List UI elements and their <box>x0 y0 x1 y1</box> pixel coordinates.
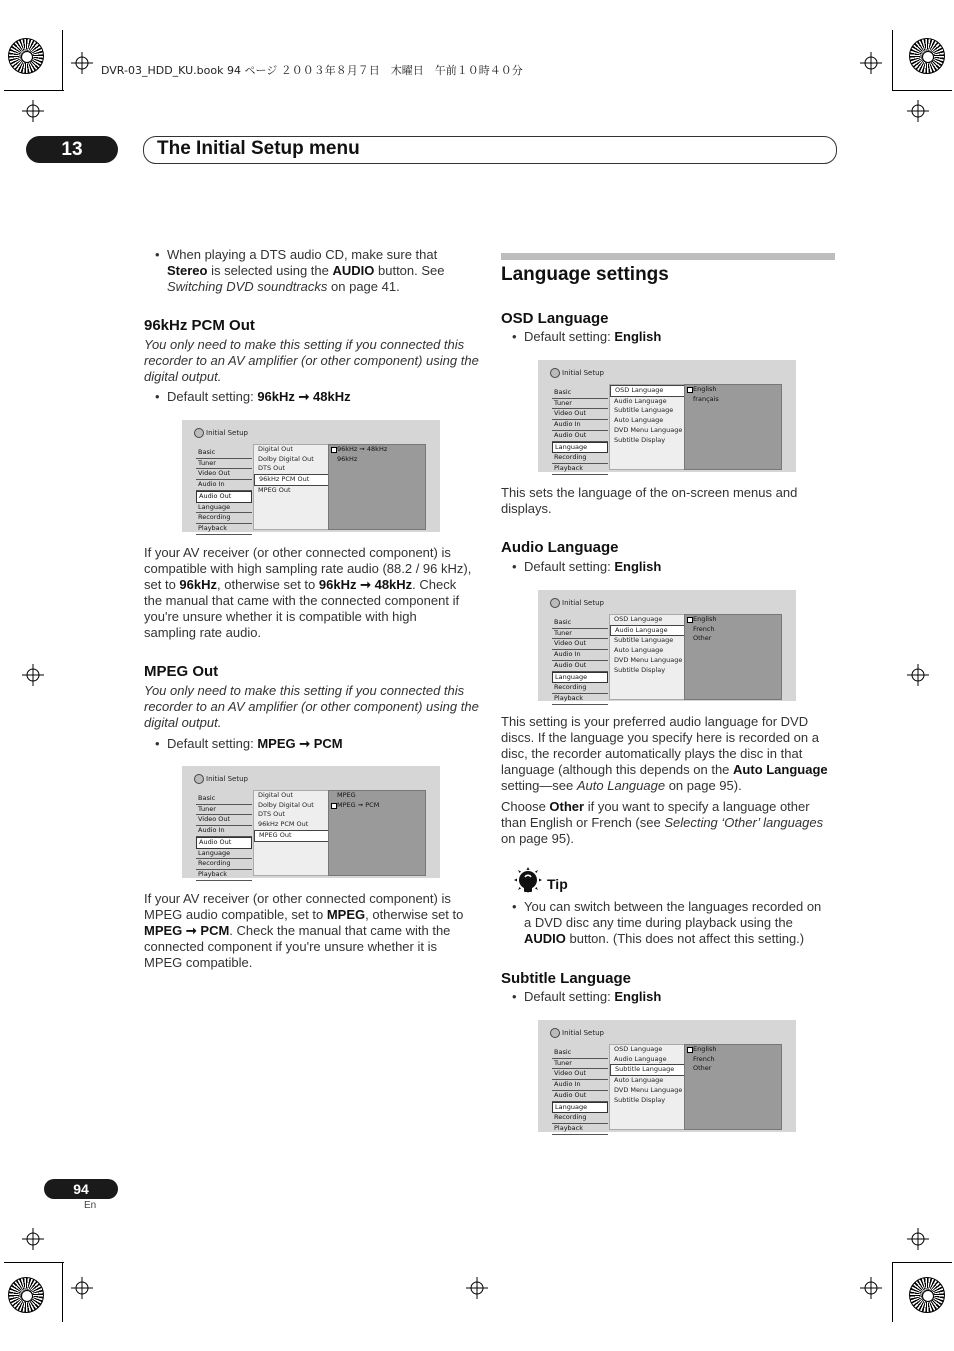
disc-icon <box>194 774 204 784</box>
crop-mark <box>62 30 63 90</box>
crosshair-icon <box>71 52 93 74</box>
audio-out-items: Digital Out Dolby Digital Out DTS Out 96kHz PCM Out MPEG Out <box>253 444 331 530</box>
language-items: OSD Language Audio Language Subtitle Language Auto Language DVD Menu Language Subtitle Display <box>609 1044 687 1130</box>
page-number: 94 <box>44 1179 118 1199</box>
osd-paragraph: This sets the language of the on-screen menus and displays. <box>501 485 798 516</box>
crop-mark <box>4 1262 64 1263</box>
pcm-heading: 96kHz PCM Out <box>144 317 255 334</box>
audio-language-screenshot <box>538 590 796 701</box>
pcm-default: • Default setting: 96kHz ➞ 48kHz <box>167 389 351 405</box>
disc-icon <box>550 598 560 608</box>
section-title: Language settings <box>501 264 669 285</box>
crop-mark <box>62 1262 63 1322</box>
osd-language-screenshot <box>538 360 796 472</box>
subtitle-options: English French Other <box>684 1044 782 1130</box>
initial-setup-title: Initial Setup <box>550 368 604 378</box>
crosshair-icon <box>907 100 929 122</box>
registration-sunburst-icon <box>909 38 945 74</box>
osd-options: English français <box>684 384 782 470</box>
tip-text: • You can switch between the languages recorded on a DVD disc any time during playback using the AUDIO button. (This does not affect this setting.) <box>524 899 844 947</box>
pcm-setup-screenshot <box>182 420 440 532</box>
crosshair-icon <box>22 100 44 122</box>
audio-heading: Audio Language <box>501 539 619 556</box>
subtitle-default: • Default setting: English <box>524 989 661 1005</box>
pcm-options: 96kHz ➞ 48kHz 96kHz <box>328 444 426 530</box>
language-items: OSD Language Audio Language Subtitle Language Auto Language DVD Menu Language Subtitle Display <box>609 614 687 700</box>
audio-paragraph-2: Choose Other if you want to specify a language other than English or French (see Selecting ‘Other’ languages on page 95). <box>501 799 824 846</box>
mpeg-note: You only need to make this setting if you connected this recorder to an AV amplifier (or other component) using the digital output. <box>144 683 479 730</box>
crop-mark <box>892 1262 893 1322</box>
audio-default: • Default setting: English <box>524 559 661 575</box>
audio-paragraph: This setting is your preferred audio language for DVD discs. If the language you specify here is recorded on a disc, the recorder automatically plays the disc in that language (although this depends on the Auto Language setting—see Auto Language on page 95). <box>501 714 828 793</box>
crop-mark <box>892 1262 952 1263</box>
subtitle-heading: Subtitle Language <box>501 970 632 987</box>
disc-icon <box>550 368 560 378</box>
pcm-note: You only need to make this setting if you connected this recorder to an AV amplifier (or other component) using the digital output. <box>144 337 479 384</box>
crosshair-icon <box>907 1228 929 1250</box>
registration-sunburst-icon <box>8 1277 44 1313</box>
chapter-title: The Initial Setup menu <box>157 138 360 159</box>
registration-sunburst-icon <box>909 1277 945 1313</box>
intro-bullet: • When playing a DTS audio CD, make sure that Stereo is selected using the AUDIO button. See Switching DVD soundtracks on page 41. <box>167 247 477 295</box>
crop-mark <box>892 30 893 90</box>
subtitle-language-screenshot <box>538 1020 796 1132</box>
crosshair-icon <box>860 1277 882 1299</box>
crop-mark <box>892 90 952 91</box>
setup-menu: Basic Tuner Video Out Audio In Audio Out Language Recording Playback <box>552 1048 608 1135</box>
setup-menu: Basic Tuner Video Out Audio In Audio Out Language Recording Playback <box>552 388 608 475</box>
crosshair-icon <box>907 664 929 686</box>
language-items: OSD Language Audio Language Subtitle Language Auto Language DVD Menu Language Subtitle Display <box>609 384 687 470</box>
mpeg-default: • Default setting: MPEG ➞ PCM <box>167 736 343 752</box>
osd-heading: OSD Language <box>501 310 609 327</box>
chapter-number: 13 <box>26 136 118 163</box>
setup-menu: Basic Tuner Video Out Audio In Audio Out Language Recording Playback <box>196 448 252 535</box>
crosshair-icon <box>860 52 882 74</box>
tip-label: Tip <box>547 876 568 892</box>
disc-icon <box>194 428 204 438</box>
disc-icon <box>550 1028 560 1038</box>
initial-setup-title: Initial Setup <box>550 1028 604 1038</box>
crop-mark <box>4 90 64 91</box>
mpeg-setup-screenshot <box>182 766 440 878</box>
registration-sunburst-icon <box>8 38 44 74</box>
mpeg-options: MPEG MPEG ➞ PCM <box>328 790 426 876</box>
mpeg-paragraph: If your AV receiver (or other connected component) is MPEG audio compatible, set to MPEG, otherwise set to MPEG ➞ PCM. Check the manual that came with the connected component if you're unsure whether it is MPEG compatible. <box>144 891 464 970</box>
initial-setup-title: Initial Setup <box>550 598 604 608</box>
crosshair-icon <box>71 1277 93 1299</box>
setup-menu: Basic Tuner Video Out Audio In Audio Out Language Recording Playback <box>196 794 252 881</box>
crosshair-icon <box>22 664 44 686</box>
section-bar <box>501 253 835 260</box>
mpeg-heading: MPEG Out <box>144 663 219 680</box>
print-header-line: DVR-03_HDD_KU.book 94 ページ ２００３年８月７日 木曜日 午前１０時４０分 <box>101 64 523 77</box>
audio-options: English French Other <box>684 614 782 700</box>
setup-menu: Basic Tuner Video Out Audio In Audio Out Language Recording Playback <box>552 618 608 705</box>
tip-lightbulb-icon <box>514 867 542 895</box>
osd-default: • Default setting: English <box>524 329 661 345</box>
pcm-paragraph: If your AV receiver (or other connected component) is compatible with high sampling rate audio (88.2 / 96 kHz), set to 96kHz, otherwise set to 96kHz ➞ 48kHz. Check the manual that came with the connected component if you're unsure whether it is compatible with high sampling rate audio. <box>144 545 472 640</box>
initial-setup-title: Initial Setup <box>194 774 248 784</box>
page-language: En <box>84 1200 97 1211</box>
crosshair-icon <box>466 1277 488 1299</box>
audio-out-items: Digital Out Dolby Digital Out DTS Out 96kHz PCM Out MPEG Out <box>253 790 331 876</box>
initial-setup-title: Initial Setup <box>194 428 248 438</box>
crosshair-icon <box>22 1228 44 1250</box>
